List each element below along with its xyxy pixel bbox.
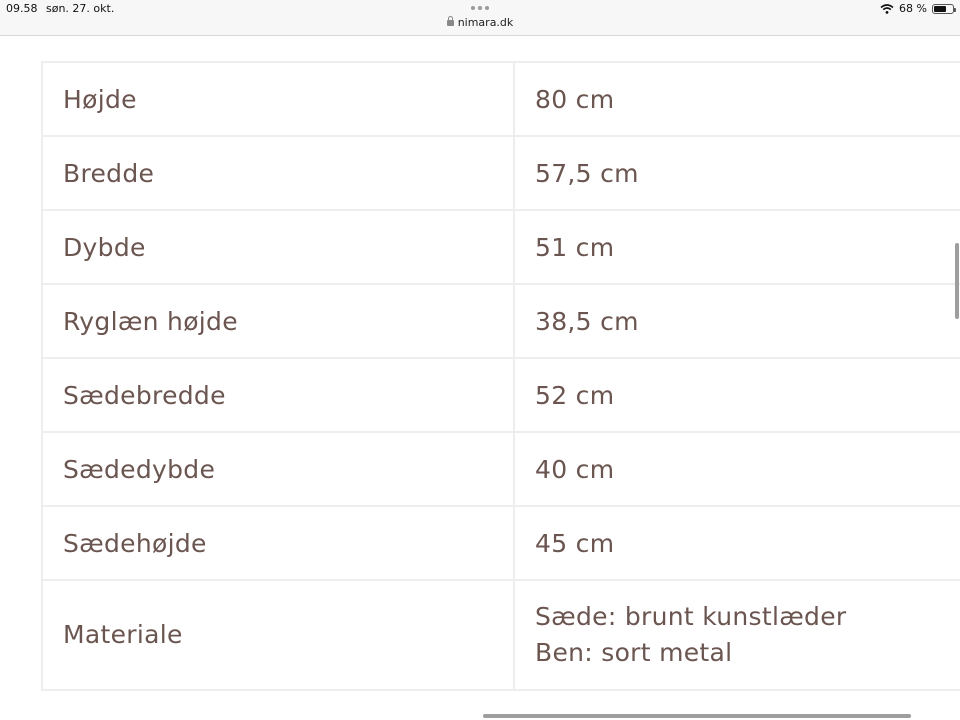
status-date: søn. 27. okt. [46, 2, 115, 15]
spec-value-multiline [514, 580, 960, 690]
spec-value-line: Sæde: brunt kunstlæder [535, 602, 847, 631]
table-row [42, 136, 960, 210]
table-row [42, 506, 960, 580]
spec-label: Sædebredde [42, 358, 514, 432]
spec-label: Højde [42, 62, 514, 136]
spec-label: Sædehøjde [42, 506, 514, 580]
spec-value: 52 cm [514, 358, 960, 432]
table-row [42, 62, 960, 136]
table-row [42, 358, 960, 432]
battery-percentage: 68 % [899, 2, 927, 15]
battery-level-fill [934, 6, 946, 12]
wifi-icon [880, 4, 894, 14]
spec-value: 57,5 cm [514, 136, 960, 210]
spec-value: 38,5 cm [514, 284, 960, 358]
table-row [42, 210, 960, 284]
table-row [42, 580, 960, 690]
status-bar [0, 0, 960, 36]
battery-icon [932, 4, 954, 14]
url-text: nimara.dk [457, 16, 514, 29]
spec-label: Materiale [42, 580, 514, 690]
lock-icon [447, 20, 454, 26]
spec-label: Bredde [42, 136, 514, 210]
spec-label: Dybde [42, 210, 514, 284]
table-row [42, 284, 960, 358]
status-indicators [880, 2, 954, 15]
spec-value: 80 cm [514, 62, 960, 136]
address-bar[interactable] [0, 16, 960, 29]
spec-label: Sædedybde [42, 432, 514, 506]
spec-value: 40 cm [514, 432, 960, 506]
vertical-scrollbar[interactable] [955, 243, 959, 319]
home-indicator[interactable] [483, 714, 911, 718]
spec-value-line: Ben: sort metal [535, 638, 733, 667]
spec-label: Ryglæn højde [42, 284, 514, 358]
spec-value: 45 cm [514, 506, 960, 580]
status-time: 09.58 [6, 2, 38, 15]
table-row [42, 432, 960, 506]
spec-value: 51 cm [514, 210, 960, 284]
multitasking-dots-icon[interactable] [471, 6, 489, 10]
specifications-table [41, 61, 960, 691]
